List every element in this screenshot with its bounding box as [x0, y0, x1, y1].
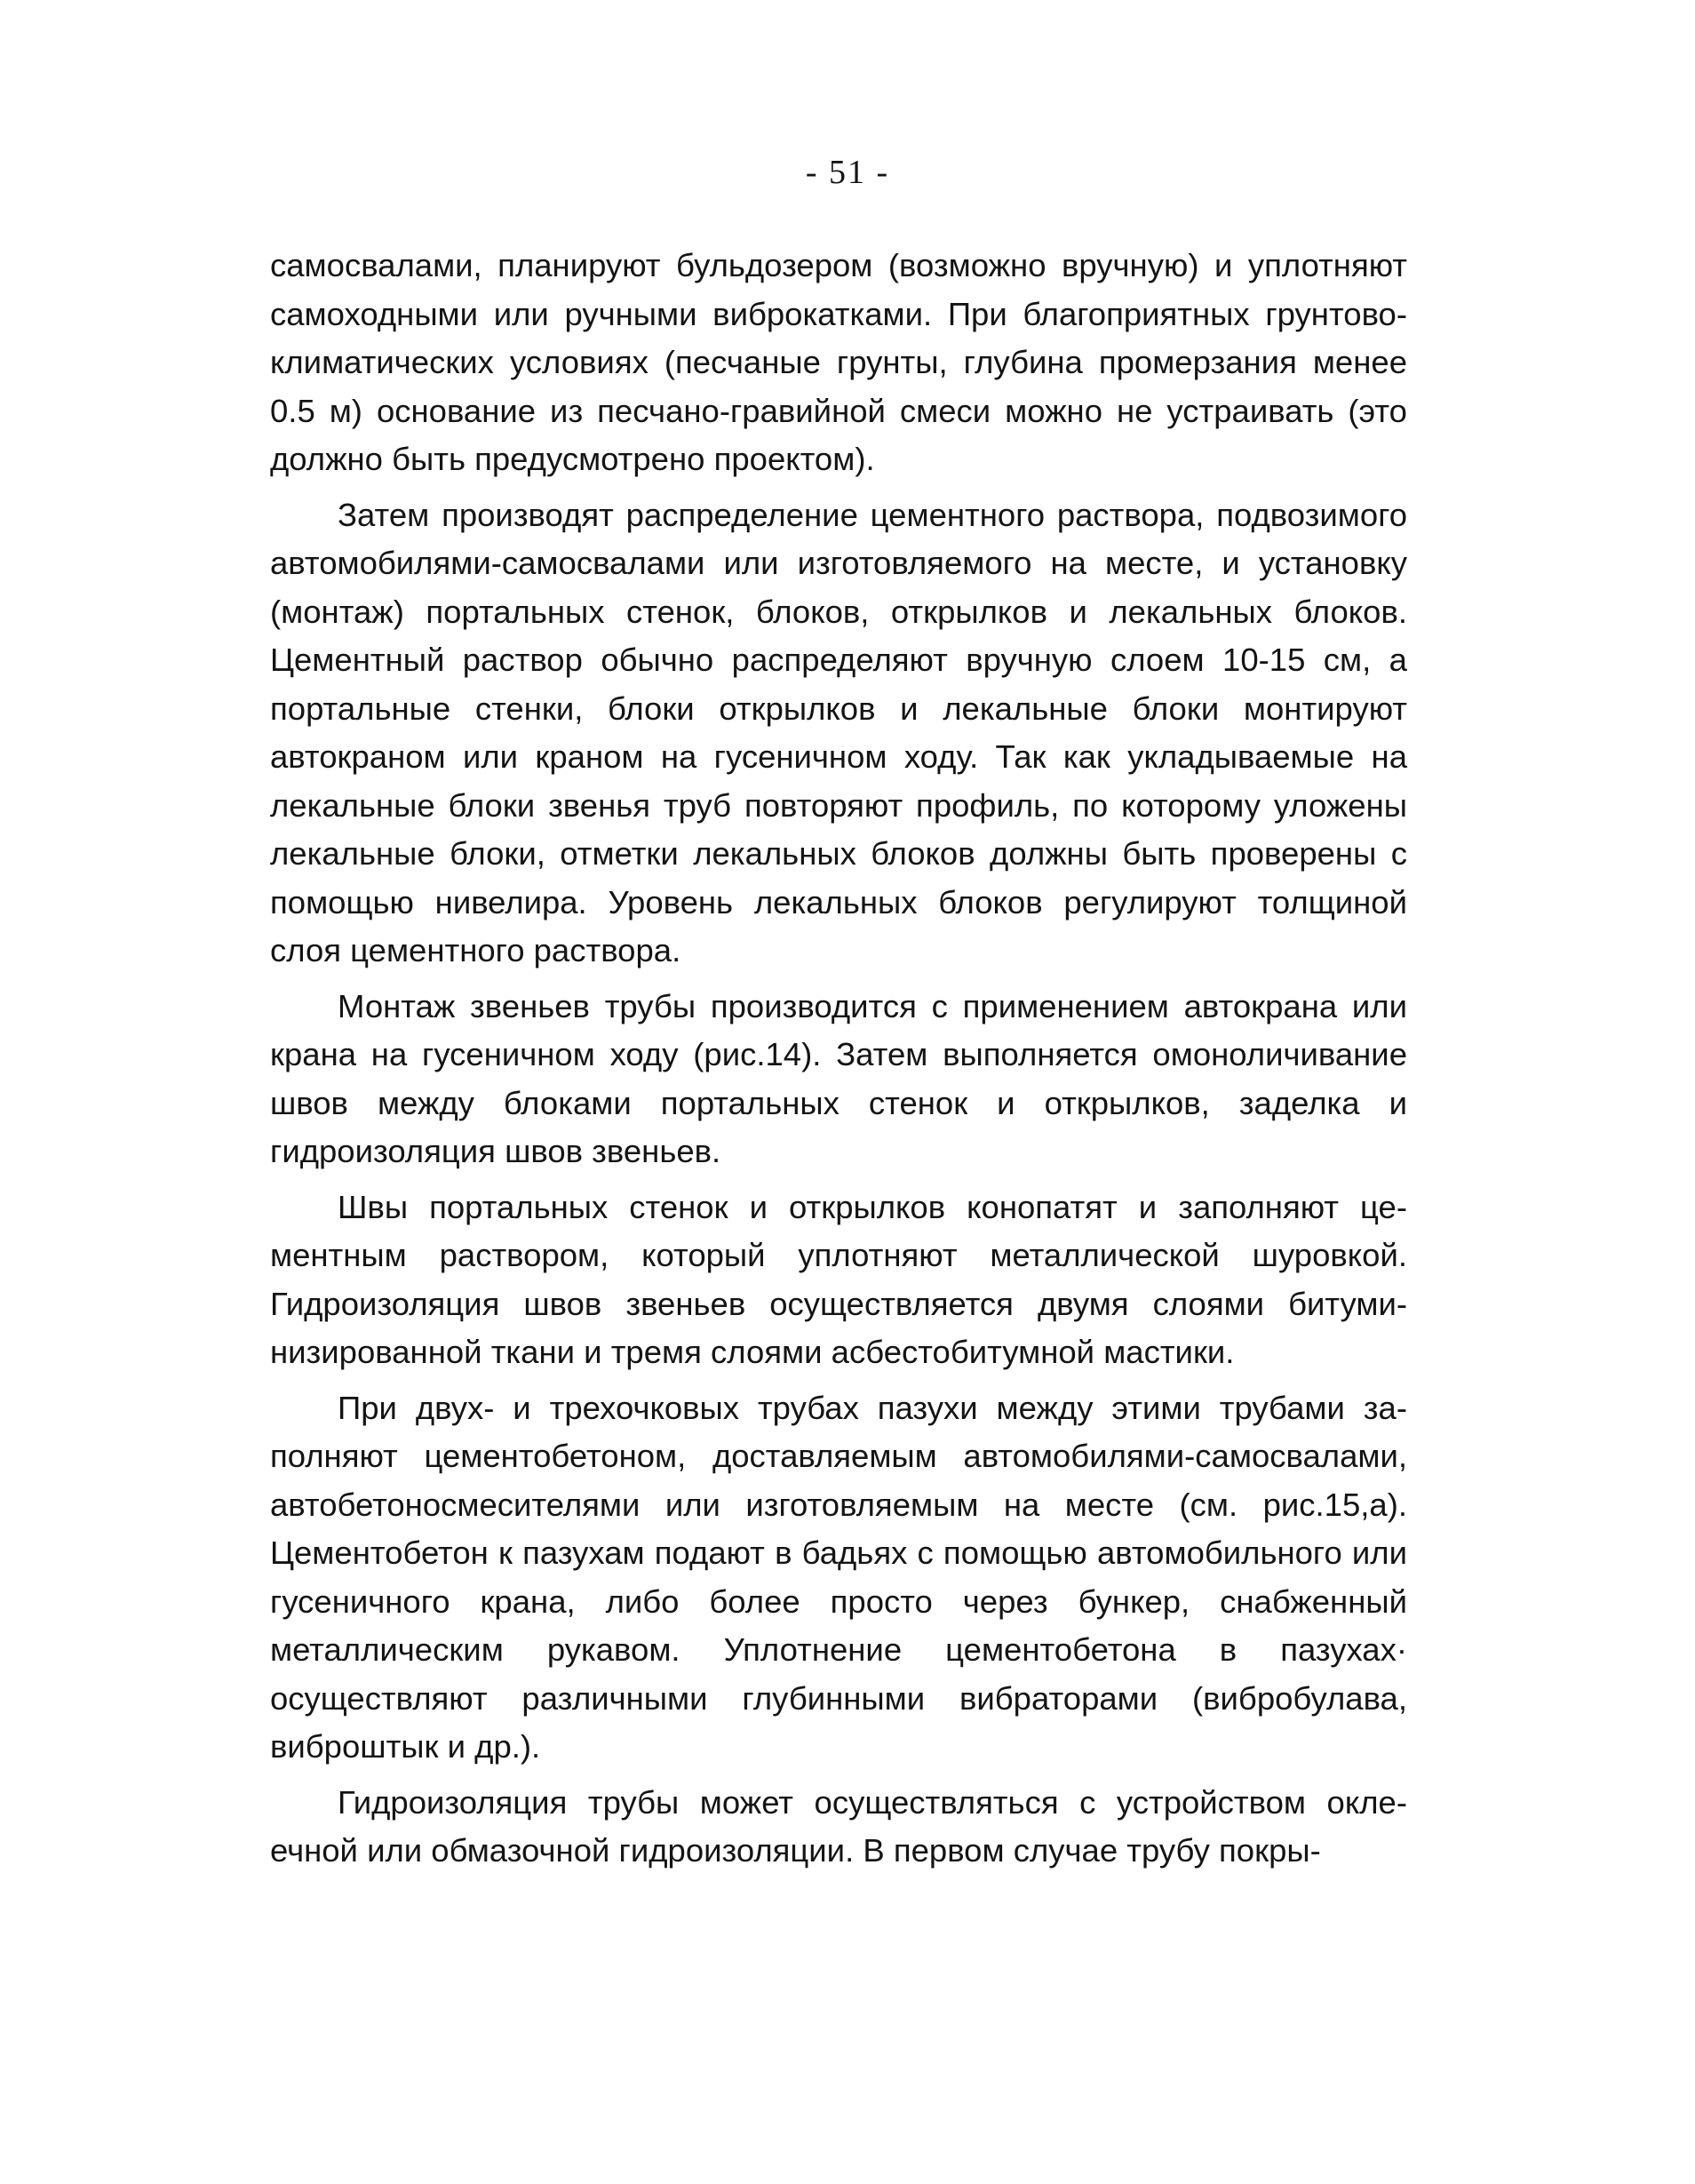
paragraph-3: Монтаж звеньев трубы производится с применением автокрана или крана на гусеничном ходу (рис.14). Затем выполняется омоноличивание швов между блоками портальных стенок и открылков, заделка и гидроизоляция швов звеньев.: [270, 987, 1407, 1169]
body-text: [270, 242, 1407, 1883]
page-number: - 51 -: [805, 154, 890, 191]
paragraph-1: самосвалами, планируют бульдозером (возможно вручную) и уплотняют самоходными или ручными виброкатками. При благоприятных грунтово-климатических условиях (песчаные грунты, глубина промерзания менее 0.5 м) основание из песчано-гравийной смеси можно не устраивать (это должно быть предусмотрено проектом).: [270, 247, 1407, 477]
paragraph-5: При двух- и трехочковых трубах пазухи между этими трубами заполняют цементобетоном, доставляемым автомобилями-самосвалами, автобетоносмесителями или изготовляемым на месте (см. рис.15,а). Цементобетон к пазухам подают в бадьях с помощью автомобильного или гусеничного крана, либо более просто через бункер, снабженный металлическим рукавом. Уплотнение цементобетона в пазухах· осуществляют различными глубинными вибраторами (вибробулава, виброштык и др.).: [270, 1389, 1407, 1765]
paragraph-4: Швы портальных стенок и открылков конопатят и заполняют цементным раствором, который уплотняют металлической шуровкой. Гидроизоляция швов звеньев осуществляется двумя слоями битуминизированной ткани и тремя слоями асбестобитумной мастики.: [270, 1188, 1407, 1370]
paragraph-2: Затем производят распределение цементного раствора, подвозимого автомобилями-самосвалами или изготовляемого на месте, и установку (монтаж) портальных стенок, блоков, открылков и лекальных блоков. Цементный раствор обычно распределяют вручную слоем 10-15 см, а портальные стенки, блоки открылков и лекальные блоки монтируют автокраном или краном на гусеничном ходу. Так как укладываемые на лекальные блоки звенья труб повторяют профиль, по которому уложены лекальные блоки, отметки лекальных блоков должны быть проверены с помощью нивелира. Уровень лекальных блоков регулируют толщиной слоя цементного раствора.: [270, 496, 1407, 968]
paragraph-6: Гидроизоляция трубы может осуществляться с устройством оклеечной или обмазочной гидроизоляции. В первом случае трубу покры-: [270, 1783, 1407, 1869]
